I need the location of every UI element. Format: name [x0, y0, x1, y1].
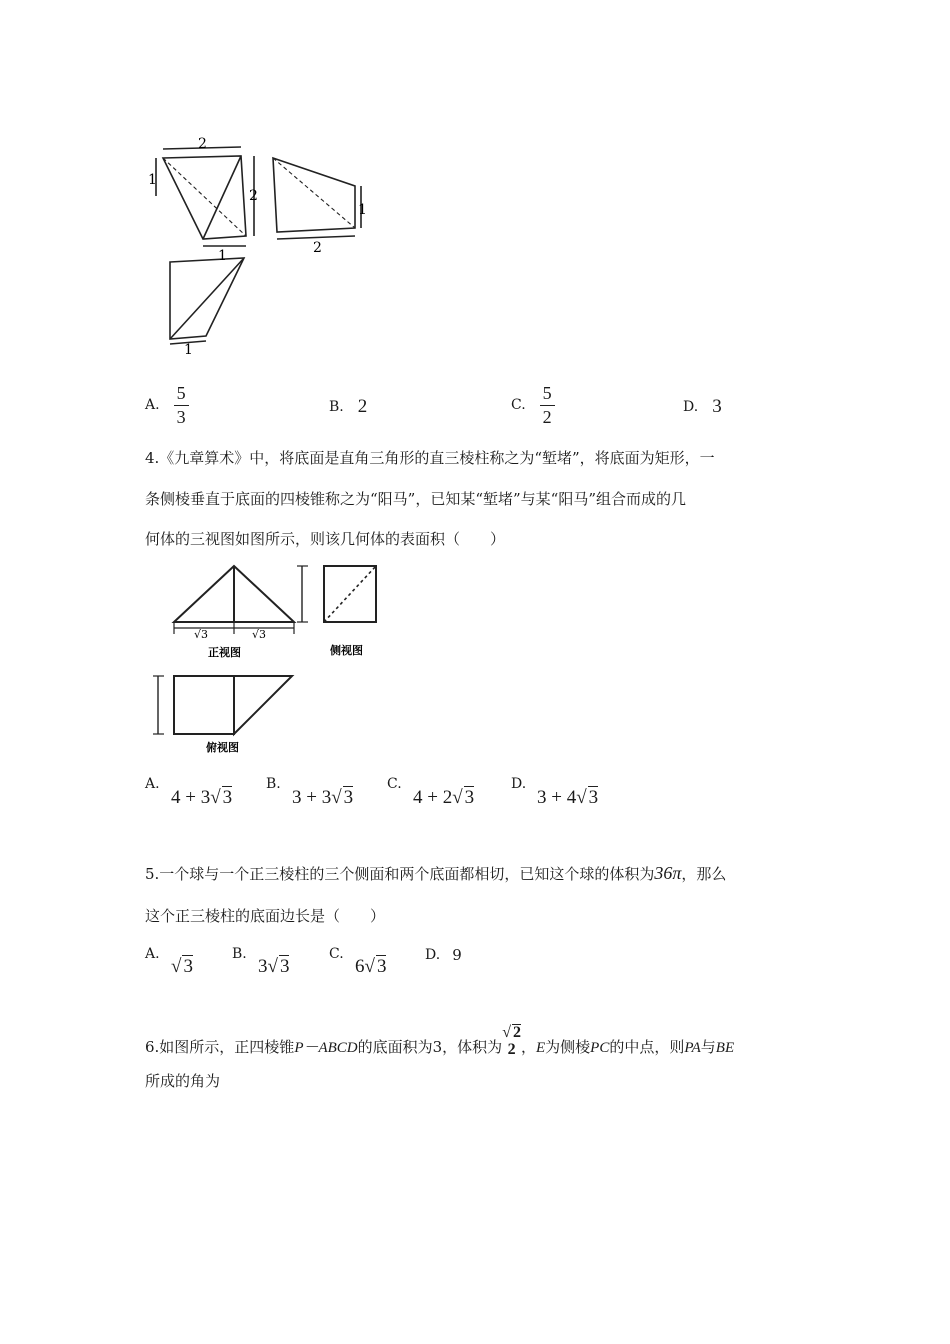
q3-option-c-fraction — [540, 384, 555, 427]
q6-edge-pa: PA — [684, 1039, 701, 1056]
q4-option-c-pre: 4 + 2 — [413, 787, 453, 808]
q4-top-label: 俯视图 — [206, 741, 239, 754]
q3-option-d[interactable] — [683, 396, 722, 418]
q4-option-a-pre: 4 + 3 — [171, 787, 211, 808]
q3-option-c-num: 5 — [542, 383, 552, 403]
q4-option-a-label: A. — [145, 776, 160, 792]
q3-option-a-label: A. — [145, 397, 160, 414]
q4-dim-right: √3 — [252, 628, 267, 641]
q3-label-side-right: 1 — [358, 202, 367, 218]
q6-segment-be: BE — [715, 1039, 735, 1056]
q3-option-a-num: 5 — [176, 383, 186, 403]
q3-option-c-label: C. — [511, 397, 526, 414]
q3-label-right: 2 — [249, 188, 258, 204]
q5-option-d-value: 9 — [452, 946, 462, 964]
q5-line-1-b: ，那么 — [681, 865, 727, 883]
q5-option-c-label: C. — [329, 946, 344, 962]
q4-option-b[interactable] — [266, 776, 376, 808]
q3-label-top: 2 — [198, 136, 207, 152]
q5-option-b-rad: 3 — [279, 956, 290, 977]
q6-text-6: 与 — [700, 1037, 716, 1056]
q6-edge-pc: PC — [590, 1039, 610, 1056]
q4-front-label: 正视图 — [208, 646, 241, 659]
q4-option-d-value: 3 + 4√ 3 — [537, 787, 599, 808]
q5-option-d-label: D. — [425, 947, 441, 963]
q6-frac-den: 2 — [507, 1040, 516, 1058]
q4-option-b-value: 3 + 3√ 3 — [292, 787, 354, 808]
q5-option-a-rad: 3 — [183, 956, 193, 977]
q4-line-1: 4.《九章算术》中，将底面是直角三角形的直三棱柱称之为“堑堵”，将底面为矩形，一 — [145, 449, 715, 467]
q6-frac-num-rad: 2 — [512, 1024, 521, 1041]
q4-dim-left: √3 — [194, 628, 209, 641]
q3-three-view-figure — [148, 136, 388, 356]
q6-text-3: ， — [520, 1037, 536, 1056]
q5-option-b[interactable] — [232, 946, 312, 978]
q3-option-b-label: B. — [329, 399, 344, 415]
q6-pyramid-name: P－ABCD — [294, 1039, 358, 1056]
q5-line-1-a: 5.一个球与一个正三棱柱的三个侧面和两个底面都相切，已知这个球的体积为 — [145, 865, 655, 883]
q6-text-2: 的底面积为3，体积为 — [357, 1037, 503, 1056]
q4-option-a-rad: 3 — [222, 787, 233, 808]
q3-option-a[interactable] — [145, 384, 189, 427]
q4-option-c-value: 4 + 2√ 3 — [413, 787, 475, 808]
q3-label-side-bottom: 2 — [313, 240, 322, 256]
q6-volume-fraction — [502, 1024, 521, 1059]
q5-option-b-pre: 3 — [258, 956, 268, 977]
q3-option-c-den: 2 — [542, 406, 552, 427]
q4-line-2: 条侧棱垂直于底面的四棱锥称之为“阳马”，已知某“堑堵”与某“阳马”组合而成的几 — [145, 490, 687, 508]
q3-option-d-label: D. — [683, 399, 699, 415]
q6-point-e: E — [535, 1039, 546, 1056]
q4-option-d-rad: 3 — [588, 787, 599, 808]
q4-line-3: 何体的三视图如图所示，则该几何体的表面积（ ） — [145, 530, 506, 548]
q3-option-a-fraction — [174, 384, 189, 427]
q4-option-d-label: D. — [511, 776, 527, 792]
q4-option-a[interactable] — [145, 776, 255, 808]
q5-option-c-value: 6√ 3 — [355, 956, 387, 977]
q5-option-d[interactable] — [425, 946, 462, 964]
q4-option-d[interactable] — [511, 776, 621, 808]
q5-option-b-label: B. — [232, 946, 247, 962]
q3-option-a-den: 3 — [176, 406, 186, 427]
q4-side-label: 侧视图 — [330, 644, 363, 657]
q5-line-2: 这个正三棱柱的底面边长是（ ） — [145, 907, 386, 925]
q4-option-b-rad: 3 — [343, 787, 354, 808]
q5-option-a-value: √ 3 — [171, 956, 193, 977]
q4-option-d-pre: 3 + 4 — [537, 787, 577, 808]
q5-option-a-label: A. — [145, 946, 160, 962]
q3-label-plan-bottom: 1 — [184, 342, 193, 356]
q5-option-b-value: 3√ 3 — [258, 956, 290, 977]
q3-option-c[interactable] — [511, 384, 555, 427]
q3-option-b-value: 2 — [357, 396, 368, 417]
q4-option-c-label: C. — [387, 776, 402, 792]
q3-label-bottom: 1 — [218, 248, 227, 264]
q5-option-a[interactable] — [145, 946, 225, 978]
q6-line-2: 所成的角为 — [145, 1072, 221, 1090]
q6-text-5: 的中点，则 — [609, 1037, 685, 1056]
q4-option-a-value: 4 + 3√ 3 — [171, 787, 233, 808]
q4-option-b-label: B. — [266, 776, 281, 792]
q5-line-1 — [145, 863, 726, 884]
q3-label-left: 1 — [148, 172, 157, 188]
q5-option-c[interactable] — [329, 946, 409, 978]
q5-option-c-pre: 6 — [355, 956, 365, 977]
q6-frac-num: √ 2 — [502, 1024, 521, 1041]
q6-text-4: 为侧棱 — [545, 1037, 591, 1056]
q4-option-b-pre: 3 + 3 — [292, 787, 332, 808]
q3-option-b[interactable] — [329, 396, 367, 418]
q4-three-view-figure — [150, 558, 390, 758]
q6-text-1: 6.如图所示，正四棱锥 — [145, 1037, 295, 1056]
q5-volume: 36π — [654, 863, 682, 883]
q4-top-view — [174, 676, 234, 734]
q3-option-d-value: 3 — [712, 396, 722, 417]
q6-line-1 — [145, 1022, 734, 1057]
q4-option-c[interactable] — [387, 776, 497, 808]
q4-option-c-rad: 3 — [464, 787, 475, 808]
q5-option-c-rad: 3 — [376, 956, 387, 977]
